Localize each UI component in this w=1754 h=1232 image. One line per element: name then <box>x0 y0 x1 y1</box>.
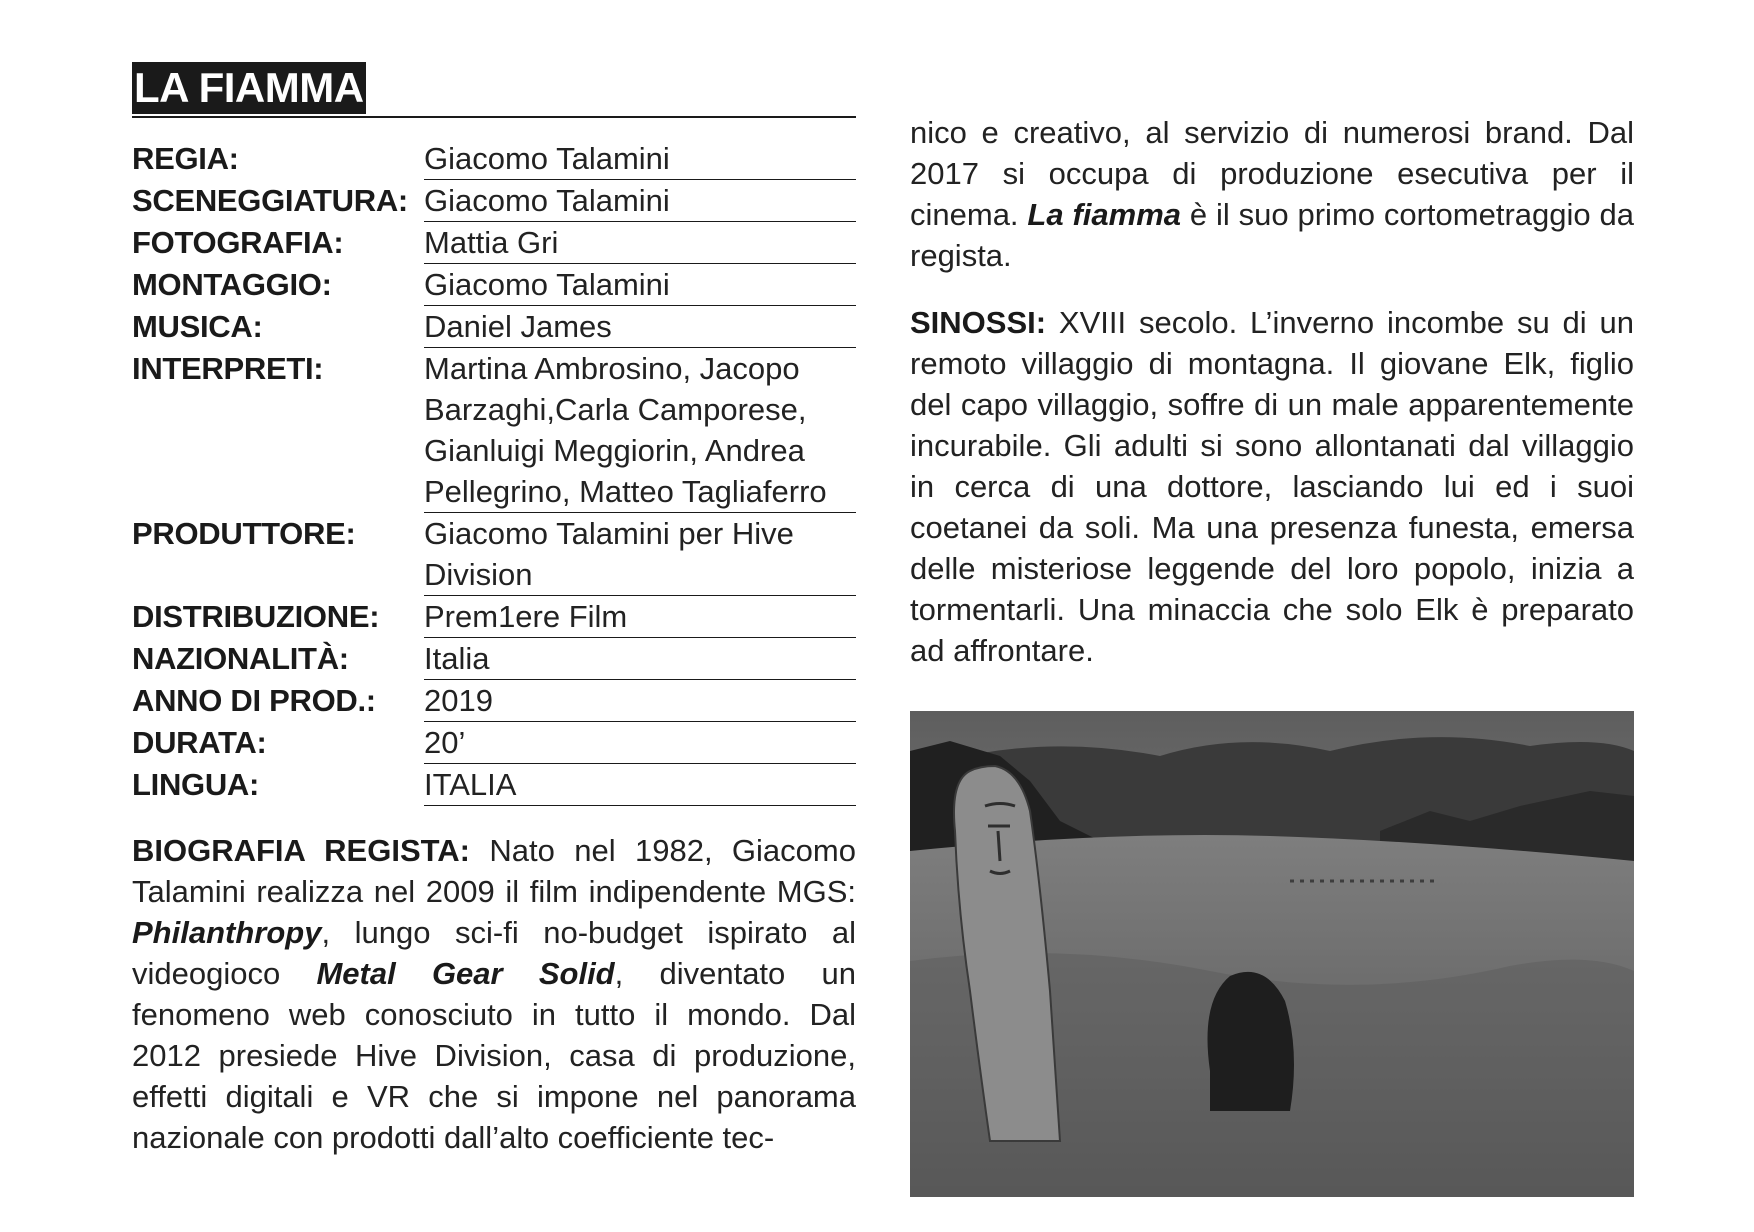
credit-row <box>132 680 856 722</box>
credit-row <box>132 513 856 596</box>
bio-text: nico e creativo, al servizio di numerosi brand. Dal 2017 si occupa di produzione esecutiva per il cinema. <box>910 115 1634 232</box>
bio-short-title: La fiamma <box>1027 197 1182 232</box>
bio-film-title: Philanthropy <box>132 915 322 950</box>
credit-row <box>132 138 856 180</box>
credit-value: Giacomo Talamini <box>424 264 856 306</box>
credit-value: Giacomo Talamini per Hive Division <box>424 513 856 596</box>
credit-row <box>132 306 856 348</box>
credit-label: DISTRIBUZIONE: <box>132 599 380 634</box>
credit-value: Giacomo Talamini <box>424 180 856 222</box>
credit-value: ITALIA <box>424 764 856 806</box>
credit-label: INTERPRETI: <box>132 351 324 386</box>
credit-value: Daniel James <box>424 306 856 348</box>
credit-row <box>132 222 856 264</box>
credit-row <box>132 264 856 306</box>
credit-row <box>132 722 856 764</box>
credit-row <box>132 596 856 638</box>
credit-row <box>132 348 856 513</box>
bio-text: Nato nel 1982, Giacomo Talamini realizza nel 2009 il film indipendente MGS: <box>132 833 856 909</box>
credit-value: Giacomo Talamini <box>424 138 856 180</box>
credit-row <box>132 638 856 680</box>
credit-value: 20’ <box>424 722 856 764</box>
bio-text: , diventato un fenomeno web conosciuto in tutto il mondo. Dal 2012 presiede Hive Division, casa di produzione, effetti digitali e VR che si impone nel panorama nazionale con prodotti dall’alto coefficiente tec- <box>132 956 857 1155</box>
bio-text: è il suo primo cortometraggio da regista. <box>910 197 1634 273</box>
left-column <box>132 62 856 1158</box>
bio-text: , lungo sci-fi no-budget ispirato al videogioco <box>132 915 856 991</box>
synopsis-text: XVIII secolo. L’inverno incombe su di un remoto villaggio di montagna. Il giovane Elk, figlio del capo villaggio, soffre di un male apparentemente incurabile. Gli adulti si sono allontanati dal villaggio in cerca di una dottore, lasciando lui ed i suoi coetanei da soli. Ma una presenza funesta, emersa delle misteriose leggende del loro popolo, inizia a tormentarli. Una minaccia che solo Elk è preparato ad affrontare. <box>910 305 1634 668</box>
bio-game-title: Metal Gear Solid <box>316 956 615 991</box>
credit-label: SCENEGGIATURA: <box>132 183 408 218</box>
credit-label: PRODUTTORE: <box>132 516 356 551</box>
credit-label: DURATA: <box>132 725 267 760</box>
director-biography-continued <box>910 112 1634 276</box>
credit-value: Italia <box>424 638 856 680</box>
credit-value: Mattia Gri <box>424 222 856 264</box>
page-title: LA FIAMMA <box>132 62 366 114</box>
credit-row <box>132 764 856 806</box>
film-still-photo <box>910 711 1634 1197</box>
synopsis-label: SINOSSI: <box>910 305 1047 340</box>
credit-label: REGIA: <box>132 141 239 176</box>
credit-value: 2019 <box>424 680 856 722</box>
credit-label: MONTAGGIO: <box>132 267 332 302</box>
right-column <box>910 112 1634 1197</box>
credits-list <box>132 138 856 806</box>
credit-label: ANNO DI PROD.: <box>132 683 376 718</box>
director-biography <box>132 830 856 1158</box>
title-bar <box>132 62 856 118</box>
credit-label: MUSICA: <box>132 309 263 344</box>
credit-row <box>132 180 856 222</box>
credit-value: Martina Ambrosino, Jacopo Barzaghi,Carla Camporese, Gianluigi Meggiorin, Andrea Pellegrino, Matteo Tagliaferro <box>424 348 856 513</box>
credit-label: LINGUA: <box>132 767 260 802</box>
film-still-illustration <box>910 711 1634 1197</box>
credit-label: NAZIONALITÀ: <box>132 641 349 676</box>
credit-value: Prem1ere Film <box>424 596 856 638</box>
bio-label: BIOGRAFIA REGISTA: <box>132 833 470 868</box>
credit-label: FOTOGRAFIA: <box>132 225 344 260</box>
synopsis <box>910 302 1634 671</box>
